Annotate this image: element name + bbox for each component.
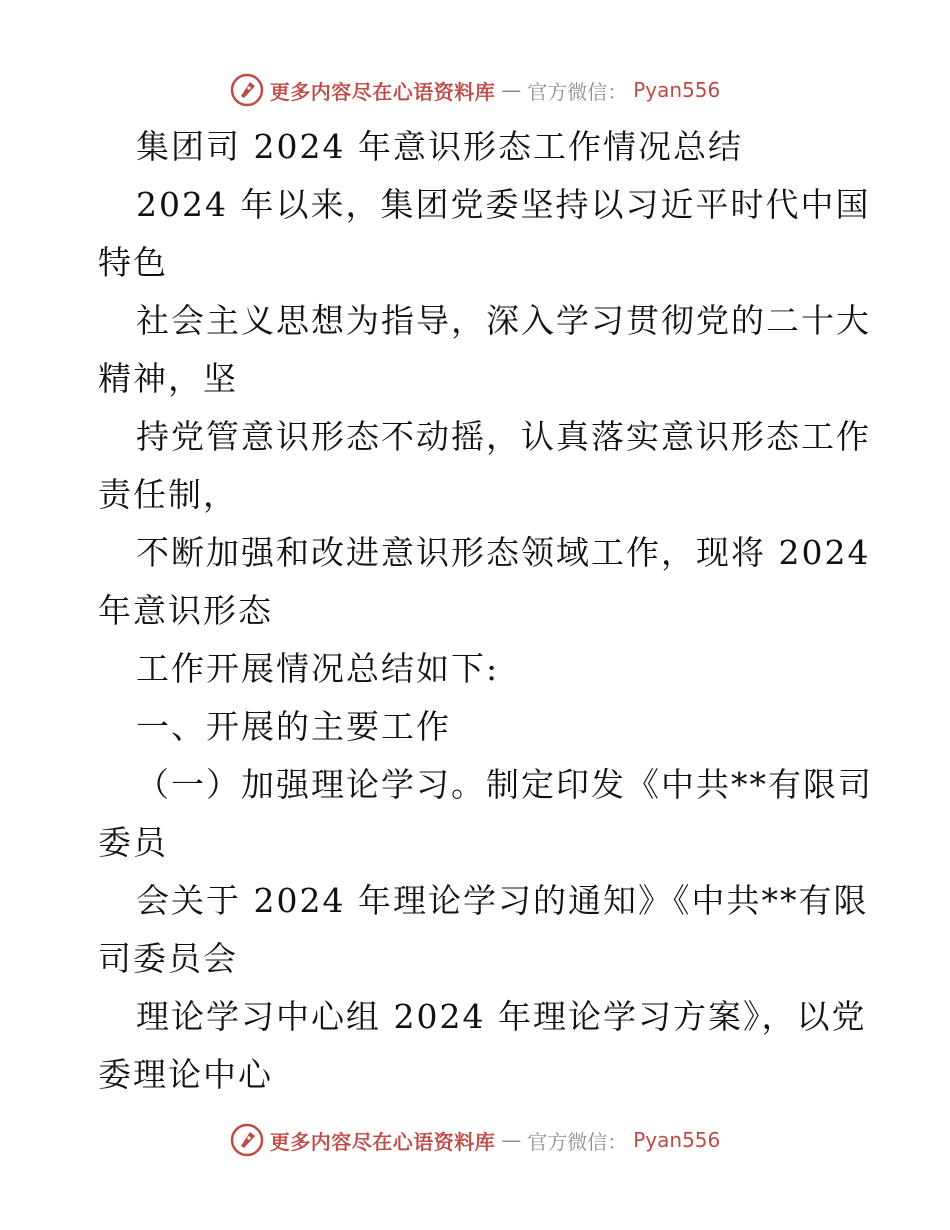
document-line: 工作开展情况总结如下:	[136, 649, 500, 688]
document-line: 责任制，	[98, 475, 238, 514]
watermark-right-text: 官方微信：	[527, 79, 628, 104]
pen-nib-circle-icon	[230, 1123, 264, 1157]
document-line: 社会主义思想为指导，深入学习贯彻党的二十大	[136, 301, 871, 340]
document-line: 年意识形态	[98, 591, 273, 630]
watermark-dash: —	[501, 1128, 522, 1152]
watermark-dash: —	[501, 78, 522, 102]
pen-nib-circle-icon	[230, 73, 264, 107]
watermark-left-text: 更多内容尽在心语资料库	[269, 79, 496, 104]
document-line: 司委员会	[98, 939, 238, 978]
document-line: 特色	[98, 243, 168, 282]
document-line: 委员	[98, 823, 168, 862]
document-body	[98, 118, 873, 1104]
document-line: 精神，坚	[98, 359, 238, 398]
document-line: （一）加强理论学习。制定印发《中共**有限司	[136, 765, 873, 804]
document-line: 委理论中心	[98, 1055, 273, 1094]
document-line: 集团司 2024 年意识形态工作情况总结	[136, 127, 743, 166]
watermark-right-text: 官方微信：	[527, 1129, 628, 1154]
document-line: 一、开展的主要工作	[136, 707, 451, 746]
watermark-left-text: 更多内容尽在心语资料库	[269, 1129, 496, 1154]
watermark-id: Pyan556	[633, 1128, 721, 1152]
footer-watermark	[0, 1120, 950, 1160]
document-line: 持党管意识形态不动摇，认真落实意识形态工作	[136, 417, 871, 456]
header-watermark	[0, 70, 950, 110]
document-line: 2024 年以来，集团党委坚持以习近平时代中国	[136, 185, 871, 224]
document-line: 会关于 2024 年理论学习的通知》《中共**有限	[136, 881, 869, 920]
document-line: 理论学习中心组 2024 年理论学习方案》，以党	[136, 997, 867, 1036]
document-line: 不断加强和改进意识形态领域工作，现将 2024	[136, 533, 871, 572]
watermark-id: Pyan556	[633, 78, 721, 102]
